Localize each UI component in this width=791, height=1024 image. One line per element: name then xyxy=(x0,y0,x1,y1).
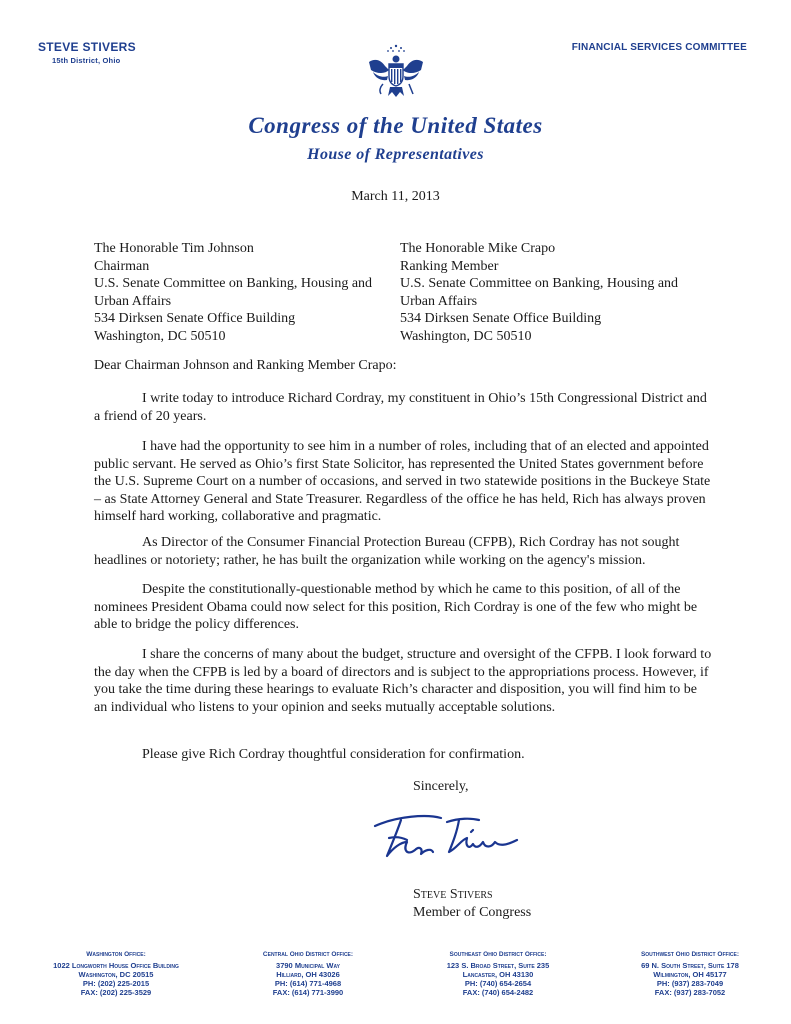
body-paragraph: I have had the opportunity to see him in a number of roles, including that of an elected and appointed public servant. He served as Ohio’s first State Solicitor, has represented the United States government before the U.S. Supreme Court on a number of occasions, and served in two statewide positions in the Buckeye State – as State Attorney General and State Treasurer. Regardless of the office he has held, Rich has always proven himself hard working, collaborative and pragmatic. xyxy=(94,439,711,525)
office-title: Southeast Ohio District Office: xyxy=(449,951,547,958)
office-line: Washington, DC 20515 xyxy=(78,970,154,979)
closing: Sincerely, xyxy=(413,779,469,794)
body-paragraph: I write today to introduce Richard Cordray, my constituent in Ohio’s 15th Congressional District and a friend of 20 years. xyxy=(94,391,707,424)
body-paragraph: Despite the constitutionally-questionable method by which he came to this position, of all of the nominees President Obama could now select for this position, Rich Cordray is one of the few who might be able to bridge the policy differences. xyxy=(94,582,698,633)
office-southwest-ohio xyxy=(600,950,780,997)
congress-title: Congress of the United States xyxy=(248,113,543,138)
house-title: House of Representatives xyxy=(307,146,484,163)
office-line: FAX: (614) 771-3990 xyxy=(272,988,344,997)
office-title: Southwest Ohio District Office: xyxy=(640,951,740,958)
address-line: Urban Affairs xyxy=(400,293,478,309)
office-line: 3790 Municipal Way xyxy=(276,961,340,970)
office-line: 1022 Longworth House Office Building xyxy=(53,961,179,970)
office-line: FAX: (937) 283-7052 xyxy=(654,988,726,997)
body-paragraph: As Director of the Consumer Financial Protection Bureau (CFPB), Rich Cordray has not sought headlines or notoriety; rather, he has built the organization while working on the agency's mission. xyxy=(94,535,680,568)
handwritten-signature xyxy=(367,808,527,872)
signature-block xyxy=(413,886,531,921)
committee-name: FINANCIAL SERVICES COMMITTEE xyxy=(571,42,747,53)
office-line: PH: (740) 654-2654 xyxy=(464,979,532,988)
office-line: Hilliard, OH 43026 xyxy=(276,970,340,979)
office-line: PH: (202) 225-2015 xyxy=(82,979,150,988)
address-line: U.S. Senate Committee on Banking, Housing and xyxy=(94,276,373,292)
office-line: PH: (937) 283-7049 xyxy=(656,979,724,988)
member-district: 15th District, Ohio xyxy=(52,56,121,65)
body-paragraph: Please give Rich Cordray thoughtful consideration for confirmation. xyxy=(142,747,525,762)
office-line: 123 S. Broad Street, Suite 235 xyxy=(446,961,550,970)
office-southeast-ohio xyxy=(410,950,586,997)
office-title: Washington Office: xyxy=(86,951,146,958)
office-line: FAX: (202) 225-3529 xyxy=(80,988,152,997)
salutation: Dear Chairman Johnson and Ranking Member Crapo: xyxy=(94,358,397,373)
member-name: STEVE STIVERS xyxy=(38,40,136,54)
office-line: Lancaster, OH 43130 xyxy=(462,970,534,979)
office-line: Wilmington, OH 45177 xyxy=(653,970,727,979)
body-paragraph: I share the concerns of many about the budget, structure and oversight of the CFPB. I look forward to the day when the CFPB is led by a board of directors and is subject to the appropriations process. However, if you take the time during these hearings to evaluate Rich’s character and disposition, you will find him to be an individual who listens to your opinion and seeks mutually acceptable solutions. xyxy=(94,647,712,715)
address-line: Ranking Member xyxy=(400,258,499,274)
address-line: Washington, DC 50510 xyxy=(400,328,532,344)
address-line: Urban Affairs xyxy=(94,293,172,309)
office-line: PH: (614) 771-4968 xyxy=(274,979,342,988)
signer-name: Steve Stivers xyxy=(413,887,493,902)
office-line: FAX: (740) 654-2482 xyxy=(462,988,534,997)
recipient-address-right xyxy=(400,240,678,346)
address-line: The Honorable Tim Johnson xyxy=(94,241,254,256)
office-washington xyxy=(28,950,204,997)
recipient-address-left xyxy=(94,240,372,346)
office-central-ohio xyxy=(220,950,396,997)
address-line: U.S. Senate Committee on Banking, Housing and xyxy=(400,276,679,292)
address-line: Washington, DC 50510 xyxy=(94,328,226,344)
member-letterhead xyxy=(38,40,136,65)
address-line: 534 Dirksen Senate Office Building xyxy=(94,311,296,327)
address-line: The Honorable Mike Crapo xyxy=(400,241,556,256)
office-line: 69 N. South Street, Suite 178 xyxy=(641,961,739,970)
signer-title: Member of Congress xyxy=(413,904,532,920)
address-line: 534 Dirksen Senate Office Building xyxy=(400,311,602,327)
office-title: Central Ohio District Office: xyxy=(262,951,354,958)
great-seal-eagle-icon xyxy=(367,40,425,102)
letter-date: March 11, 2013 xyxy=(351,189,440,204)
address-line: Chairman xyxy=(94,258,150,274)
